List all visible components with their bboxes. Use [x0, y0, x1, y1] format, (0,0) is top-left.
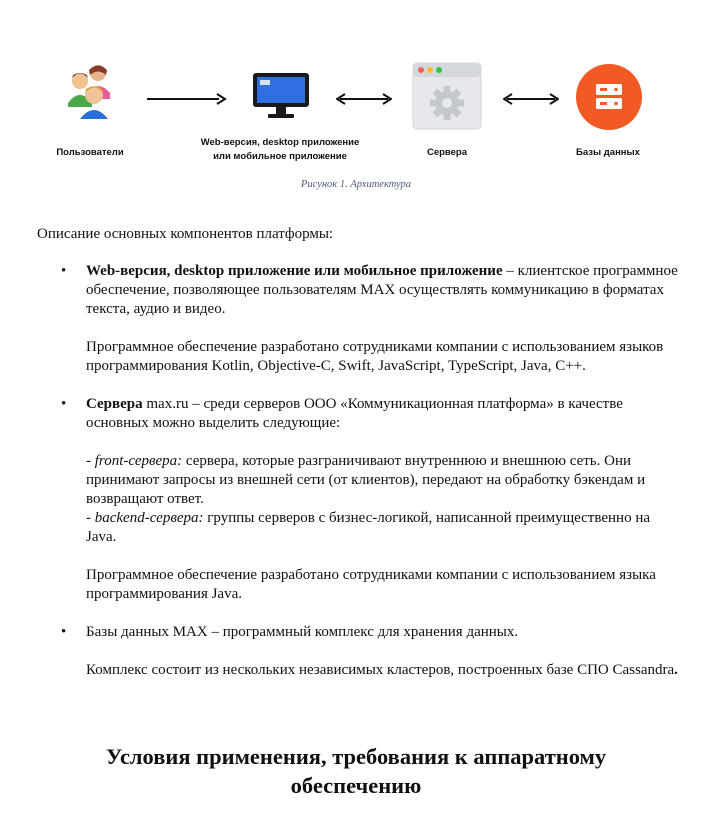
server-window-gear-icon	[412, 62, 482, 130]
item-paragraph	[86, 395, 681, 433]
item-paragraph: Программное обеспечение разработано сотрудниками компании с использованием языка программирования Java.	[86, 567, 656, 602]
item-italic-term: - backend-сервера:	[86, 510, 204, 526]
item-paragraph: Программное обеспечение разработано сотрудниками компании с использованием языков программирования Kotlin, Objective-C, Swift, JavaScript, TypeScript, Java, C++.	[86, 339, 664, 374]
intro-text: Описание основных компонентов платформы:	[37, 226, 334, 242]
node-label-servers: Сервера	[426, 147, 468, 158]
item-italic-term: - front-сервера:	[86, 453, 183, 469]
users-icon	[62, 63, 120, 121]
monitor-icon	[252, 72, 310, 120]
item-paragraph	[86, 509, 681, 547]
item-text: сервера, которые разграничивают внутреннюю и внешнюю сеть. Они принимают запросы из внешней сети (от клиентов), передают на обработку бэкендам и возвращают ответ.	[86, 453, 646, 507]
item-paragraph	[86, 262, 681, 319]
section-title	[0, 742, 712, 800]
item-bold-period: .	[674, 662, 678, 678]
item-bold-term: Сервера	[86, 396, 143, 412]
bullet: •	[61, 263, 67, 279]
item-text: группы серверов с бизнес-логикой, написанной преимущественно на Java.	[86, 510, 651, 545]
section-title-line2: обеспечению	[290, 773, 422, 798]
item-paragraph	[86, 661, 681, 680]
arrow-bidirectional	[503, 92, 559, 106]
arrow-right	[147, 92, 227, 106]
node-label-databases: Базы данных	[576, 147, 640, 158]
bullet: •	[61, 624, 67, 640]
node-label-users: Пользователи	[56, 147, 124, 158]
node-label-client-line1: Web-версия, desktop приложение	[200, 137, 360, 148]
list-item	[61, 262, 681, 376]
figure-caption: Рисунок 1. Архитектура	[300, 179, 412, 190]
architecture-diagram	[0, 0, 712, 200]
item-text: max.ru – среди серверов ООО «Коммуникационная платформа» в качестве основных можно выделить следующие:	[86, 396, 623, 431]
node-label-client	[190, 136, 370, 164]
component-list	[61, 262, 681, 680]
item-bold-term: Web-версия, desktop приложение или мобильное приложение	[86, 263, 503, 279]
item-text: – клиентское программное обеспечение, позволяющее пользователям MAX осуществлять коммуникацию в форматах текста, аудио и видео.	[86, 263, 678, 317]
item-text: Комплекс состоит из нескольких независимых кластеров, построенных базе СПО Cassandra	[86, 662, 675, 678]
item-paragraph: Базы данных MAX – программный комплекс для хранения данных.	[86, 624, 519, 640]
database-icon	[575, 63, 643, 131]
section-title-line1: Условия применения, требования к аппаратному	[105, 744, 607, 769]
node-label-client-line2: или мобильное приложение	[213, 151, 347, 162]
list-item	[61, 623, 681, 680]
list-item	[61, 395, 681, 604]
bullet: •	[61, 396, 67, 412]
arrow-bidirectional	[336, 92, 392, 106]
item-paragraph	[86, 452, 681, 509]
